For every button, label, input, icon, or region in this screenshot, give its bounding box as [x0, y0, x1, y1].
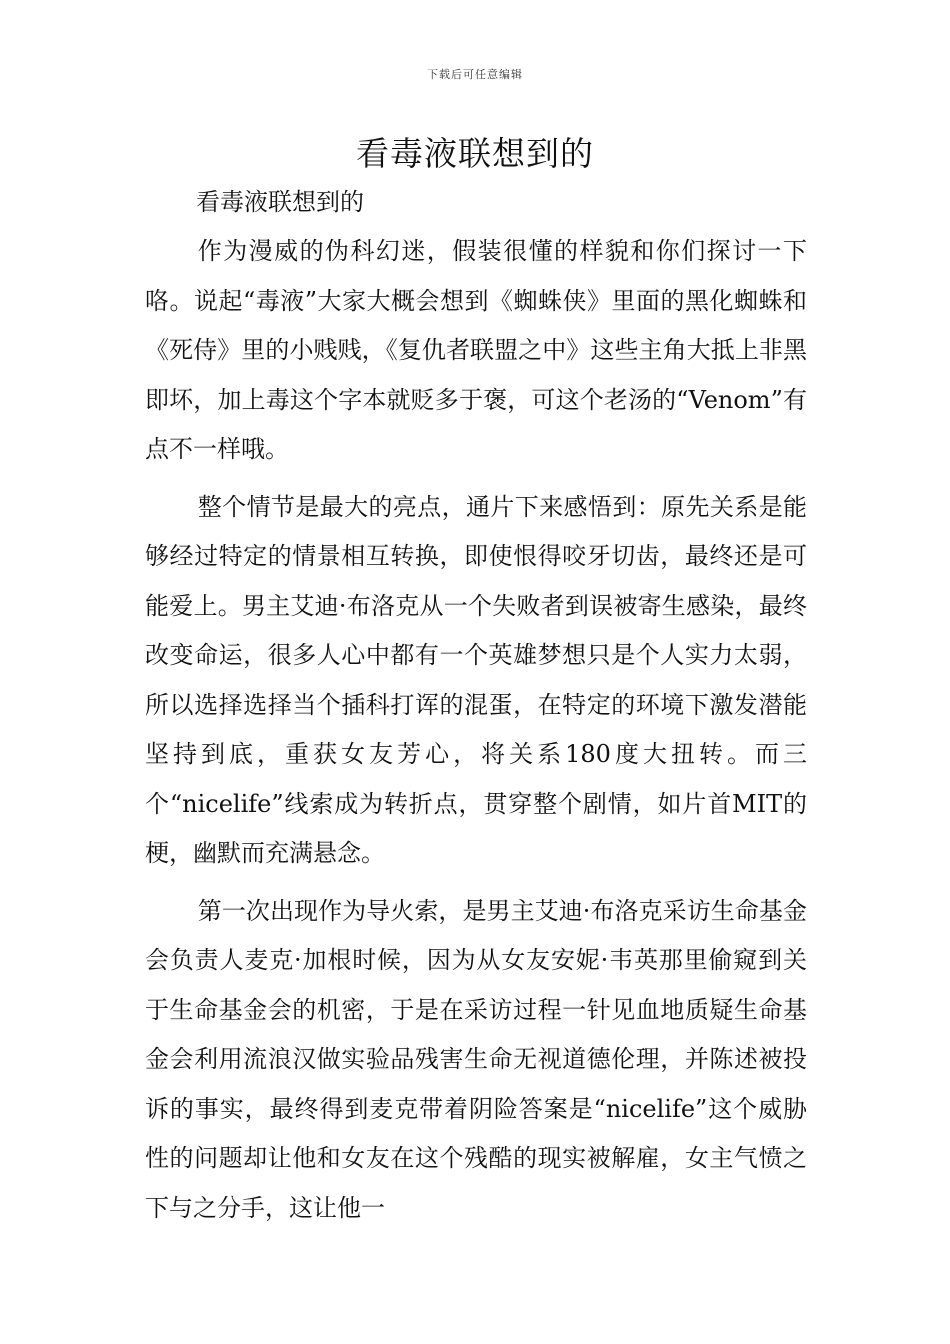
paragraph: 第一次出现作为导火索，是男主艾迪·布洛克采访生命基金会负责人麦克·加根时候，因为从女友安妮·韦英那里偷窥到关于生命基金会的机密，于是在采访过程一针见血地质疑生命基金会利用流浪汉做实验品残害生命无视道德伦理，并陈述被投诉的事实，最终得到麦克带着阴险答案是“nicelife”这个威胁性的问题却让他和女友在这个残酷的现实被解雇，女主气愤之下与之分手，这让他一: [145, 896, 807, 1222]
paragraph: 整个情节是最大的亮点，通片下来感悟到：原先关系是能够经过特定的情景相互转换，即使恨得咬牙切齿，最终还是可能爱上。男主艾迪·布洛克从一个失败者到误被寄生感染，最终改变命运，很多人心中都有一个英雄梦想只是个人实力太弱，所以选择选择当个插科打诨的混蛋，在特定的环境下激发潜能坚持到底，重获女友芳心，将关系180度大扭转。而三个“nicelife”线索成为转折点，贯穿整个剧情，如片首MIT的梗，幽默而充满悬念。: [145, 492, 807, 867]
document-body: [145, 227, 807, 1241]
paragraph: 作为漫威的伪科幻迷，假装很懂的样貌和你们探讨一下咯。说起“毒液”大家大概会想到《蜘蛛侠》里面的黑化蜘蛛和《死侍》里的小贱贱，《复仇者联盟之中》这些主角大抵上非黑即坏，加上毒这个字本就贬多于褒，可这个老汤的“Venom”有点不一样哦。: [145, 237, 807, 463]
header-note: 下载后可任意编辑: [427, 68, 523, 81]
document-title: 看毒液联想到的: [356, 134, 594, 173]
document-subtitle: 看毒液联想到的: [196, 188, 364, 216]
